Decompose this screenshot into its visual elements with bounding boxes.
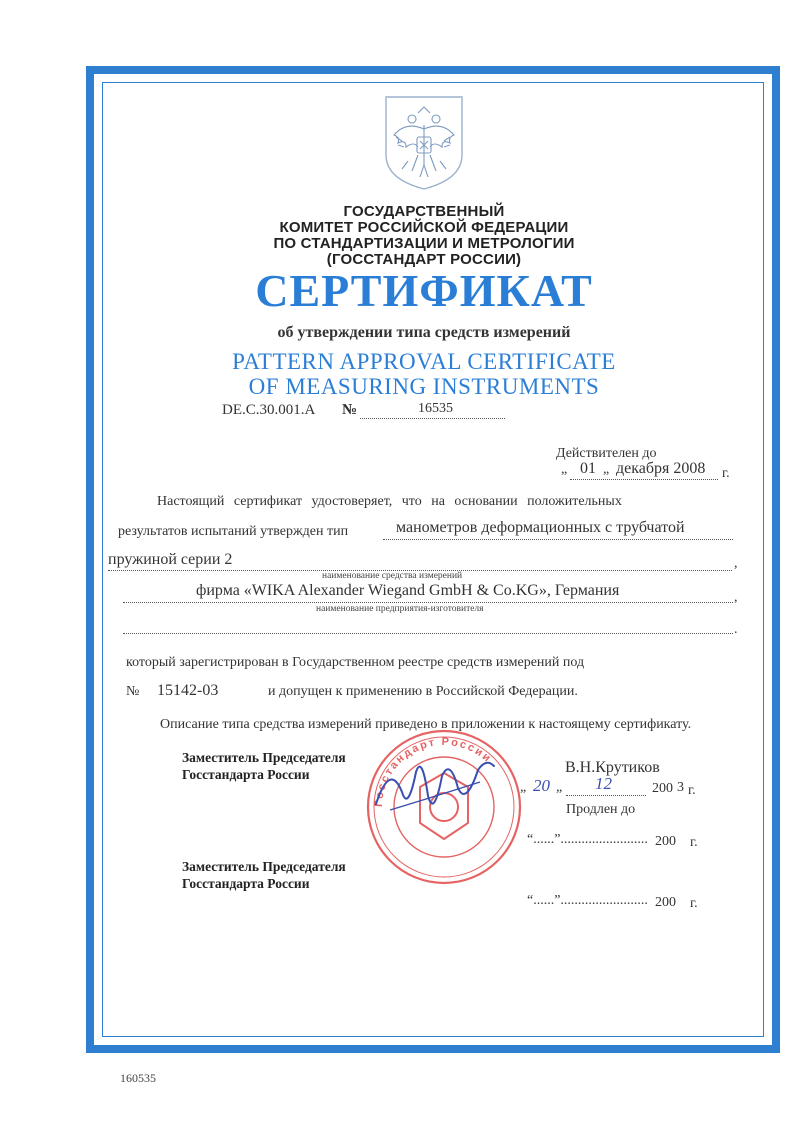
registry-suffix: и допущен к применению в Российской Федерации. <box>268 684 578 699</box>
sign-date-day: 20 <box>533 776 550 795</box>
registry-number: 15142-03 <box>157 682 219 699</box>
validity-close-quote: „ <box>603 462 610 477</box>
signatory-title-2-line-2: Госстандарта России <box>182 876 310 891</box>
extension-date-2: “......”......................... <box>527 893 648 908</box>
blank-underline <box>123 633 733 634</box>
validity-open-quote: „ <box>561 462 568 477</box>
registry-number-sign: № <box>126 684 140 699</box>
signatory-name: В.Н.Крутиков <box>565 759 660 776</box>
certificate-number: 16535 <box>418 401 453 416</box>
signatory-title-1-line-1: Заместитель Председателя <box>182 750 346 765</box>
extension-year-suffix-1: г. <box>690 835 698 850</box>
validity-underline <box>570 479 718 480</box>
extension-year-2: 200 <box>655 895 676 910</box>
instrument-comma: , <box>734 556 738 571</box>
manufacturer-name: фирма «WIKA Alexander Wiegand GmbH & Co.KG», Германия <box>196 582 620 599</box>
issuer-line-3: ПО СТАНДАРТИЗАЦИИ И МЕТРОЛОГИИ <box>273 235 575 252</box>
extension-date-1: “......”......................... <box>527 832 648 847</box>
registry-line: который зарегистрирован в Государственном реестре средств измерений под <box>126 655 585 670</box>
body-line-1: Настоящий сертификат удостоверяет, что на основании положительных <box>157 494 622 509</box>
sign-year-prefix: 200 <box>652 781 673 796</box>
issuer-line-2: КОМИТЕТ РОССИЙСКОЙ ФЕДЕРАЦИИ <box>279 219 569 236</box>
sign-year-suffix: г. <box>688 783 696 798</box>
stamp-text: Госстандарт России <box>372 735 495 808</box>
extension-year-suffix-2: г. <box>690 896 698 911</box>
footer-serial: 160535 <box>120 1071 156 1085</box>
validity-month-year: декабря 2008 <box>616 460 706 477</box>
description-line: Описание типа средства измерений приведено в приложении к настоящему сертификату. <box>160 717 692 732</box>
certificate-subtitle: об утверждении типа средств измерений <box>277 324 571 341</box>
sign-date-underline <box>566 795 646 796</box>
sign-year-digit: 3 <box>677 780 684 795</box>
signatory-title-2-line-1: Заместитель Председателя <box>182 859 346 874</box>
certificate-prefix: DE.C.30.001.A <box>222 402 316 418</box>
manufacturer-underline <box>123 602 733 603</box>
validity-label: Действителен до <box>556 446 657 461</box>
blank-period: . <box>734 622 738 637</box>
signature-scribble <box>370 752 500 822</box>
extended-label: Продлен до <box>566 802 636 817</box>
instrument-name-line-2: пружиной серии 2 <box>108 551 233 568</box>
english-title-line-2: OF MEASURING INSTRUMENTS <box>248 374 600 399</box>
manufacturer-caption: наименование предприятия-изготовителя <box>316 604 484 614</box>
issuer-line-4: (ГОССТАНДАРТ РОССИИ) <box>326 251 522 268</box>
validity-year-suffix: г. <box>722 466 730 481</box>
validity-day: 01 <box>580 460 596 477</box>
instrument-name-line-1: манометров деформационных с трубчатой <box>396 519 685 536</box>
issuer-line-1: ГОСУДАРСТВЕННЫЙ <box>343 203 505 220</box>
certificate-title: СЕРТИФИКАТ <box>255 265 593 316</box>
sign-date-close-quote: „ <box>556 780 563 795</box>
body-line-2: результатов испытаний утвержден тип <box>118 524 349 539</box>
number-underline <box>360 418 505 419</box>
sign-date-open-quote: „ <box>520 780 527 795</box>
english-title-line-1: PATTERN APPROVAL CERTIFICATE <box>232 349 616 374</box>
extension-year-1: 200 <box>655 834 676 849</box>
instrument-caption: наименование средства измерений <box>322 571 463 581</box>
instrument-underline-1 <box>383 539 733 540</box>
number-sign: № <box>342 402 358 418</box>
signatory-title-1-line-2: Госстандарта России <box>182 767 310 782</box>
coat-of-arms-icon <box>384 95 464 191</box>
sign-date-month: 12 <box>595 774 612 793</box>
manufacturer-comma: , <box>734 590 738 605</box>
